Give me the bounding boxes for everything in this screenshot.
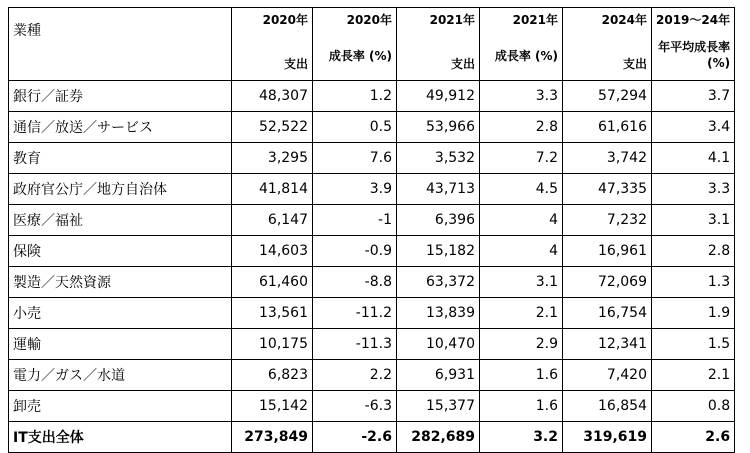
cagr-cell: 4.1 [652, 143, 735, 174]
spend-2024-cell: 57,294 [563, 81, 652, 112]
cagr-cell: 2.6 [652, 422, 735, 453]
spend-2024-cell: 16,854 [563, 391, 652, 422]
industry-name: 小売 [9, 298, 232, 329]
spend-2021-cell: 13,839 [397, 298, 480, 329]
cagr-cell: 1.5 [652, 329, 735, 360]
header-year-2024-spend: 2024年 [563, 8, 652, 31]
spend-2021-cell: 63,372 [397, 267, 480, 298]
spend-2021-cell: 43,713 [397, 174, 480, 205]
growth-2021-cell: 3.1 [480, 267, 563, 298]
growth-2021-cell: 2.9 [480, 329, 563, 360]
spend-2020-cell: 14,603 [232, 236, 313, 267]
spend-2020-cell: 3,295 [232, 143, 313, 174]
table-row [9, 267, 735, 298]
industry-name: 政府官公庁／地方自治体 [9, 174, 232, 205]
table-row [9, 236, 735, 267]
spend-2021-cell: 49,912 [397, 81, 480, 112]
spend-2024-cell: 12,341 [563, 329, 652, 360]
cagr-cell: 1.3 [652, 267, 735, 298]
growth-2020-cell: -11.2 [313, 298, 397, 329]
growth-2020-cell: -6.3 [313, 391, 397, 422]
spend-2020-cell: 41,814 [232, 174, 313, 205]
table-row [9, 298, 735, 329]
spend-2024-cell: 7,420 [563, 360, 652, 391]
growth-2021-cell: 4.5 [480, 174, 563, 205]
growth-2021-cell: 1.6 [480, 360, 563, 391]
industry-name: 運輸 [9, 329, 232, 360]
spend-2020-cell: 13,561 [232, 298, 313, 329]
header-growth-2020: 成長率 (%) [313, 30, 397, 81]
header-cagr: 年平均成長率 (%) [652, 30, 735, 81]
industry-name: 医療／福祉 [9, 205, 232, 236]
growth-2020-cell: 0.5 [313, 112, 397, 143]
growth-2020-cell: 2.2 [313, 360, 397, 391]
industry-name: 銀行／証券 [9, 81, 232, 112]
spend-2020-cell: 52,522 [232, 112, 313, 143]
spend-2021-cell: 6,931 [397, 360, 480, 391]
growth-2021-cell: 3.2 [480, 422, 563, 453]
cagr-cell: 0.8 [652, 391, 735, 422]
spend-2020-cell: 10,175 [232, 329, 313, 360]
growth-2020-cell: -8.8 [313, 267, 397, 298]
spend-2021-cell: 15,377 [397, 391, 480, 422]
industry-name: 教育 [9, 143, 232, 174]
growth-2020-cell: -2.6 [313, 422, 397, 453]
spending-table-container [8, 7, 735, 453]
table-row [9, 174, 735, 205]
spend-2020-cell: 6,823 [232, 360, 313, 391]
spend-2024-cell: 16,961 [563, 236, 652, 267]
growth-2021-cell: 2.1 [480, 298, 563, 329]
header-year-2020-growth: 2020年 [313, 8, 397, 31]
header-spend-2020: 支出 [232, 30, 313, 81]
header-year-2021-growth: 2021年 [480, 8, 563, 31]
industry-name: 保険 [9, 236, 232, 267]
cagr-cell: 3.4 [652, 112, 735, 143]
spend-2020-cell: 15,142 [232, 391, 313, 422]
industry-header: 業種 [9, 8, 232, 81]
header-year-2020-spend: 2020年 [232, 8, 313, 31]
spend-2021-cell: 15,182 [397, 236, 480, 267]
industry-name: 通信／放送／サービス [9, 112, 232, 143]
growth-2020-cell: 3.9 [313, 174, 397, 205]
growth-2020-cell: -0.9 [313, 236, 397, 267]
table-row [9, 143, 735, 174]
growth-2020-cell: 7.6 [313, 143, 397, 174]
spend-2024-cell: 61,616 [563, 112, 652, 143]
spend-2024-cell: 72,069 [563, 267, 652, 298]
spend-2024-cell: 7,232 [563, 205, 652, 236]
table-row [9, 205, 735, 236]
growth-2021-cell: 4 [480, 236, 563, 267]
growth-2021-cell: 3.3 [480, 81, 563, 112]
industry-name: 製造／天然資源 [9, 267, 232, 298]
spend-2021-cell: 6,396 [397, 205, 480, 236]
cagr-cell: 3.7 [652, 81, 735, 112]
spend-2021-cell: 3,532 [397, 143, 480, 174]
spend-2021-cell: 282,689 [397, 422, 480, 453]
spend-2020-cell: 273,849 [232, 422, 313, 453]
table-row [9, 112, 735, 143]
spend-2024-cell: 47,335 [563, 174, 652, 205]
industry-name: IT支出全体 [9, 422, 232, 453]
cagr-cell: 2.8 [652, 236, 735, 267]
growth-2021-cell: 1.6 [480, 391, 563, 422]
header-row-years [9, 8, 735, 31]
spend-2024-cell: 3,742 [563, 143, 652, 174]
industry-name: 卸売 [9, 391, 232, 422]
it-spending-table [8, 7, 735, 453]
spend-2020-cell: 48,307 [232, 81, 313, 112]
spend-2021-cell: 53,966 [397, 112, 480, 143]
header-spend-2024: 支出 [563, 30, 652, 81]
header-growth-2021: 成長率 (%) [480, 30, 563, 81]
cagr-cell: 3.1 [652, 205, 735, 236]
growth-2020-cell: 1.2 [313, 81, 397, 112]
table-row [9, 81, 735, 112]
spend-2021-cell: 10,470 [397, 329, 480, 360]
growth-2020-cell: -11.3 [313, 329, 397, 360]
header-year-2021-spend: 2021年 [397, 8, 480, 31]
growth-2021-cell: 4 [480, 205, 563, 236]
cagr-cell: 1.9 [652, 298, 735, 329]
spend-2020-cell: 6,147 [232, 205, 313, 236]
header-year-range-cagr: 2019～24年 [652, 8, 735, 31]
table-row [9, 329, 735, 360]
table-row [9, 360, 735, 391]
growth-2021-cell: 2.8 [480, 112, 563, 143]
growth-2020-cell: -1 [313, 205, 397, 236]
spend-2020-cell: 61,460 [232, 267, 313, 298]
cagr-cell: 3.3 [652, 174, 735, 205]
total-row [9, 422, 735, 453]
header-spend-2021: 支出 [397, 30, 480, 81]
spend-2024-cell: 16,754 [563, 298, 652, 329]
table-row [9, 391, 735, 422]
growth-2021-cell: 7.2 [480, 143, 563, 174]
cagr-cell: 2.1 [652, 360, 735, 391]
spend-2024-cell: 319,619 [563, 422, 652, 453]
industry-name: 電力／ガス／水道 [9, 360, 232, 391]
